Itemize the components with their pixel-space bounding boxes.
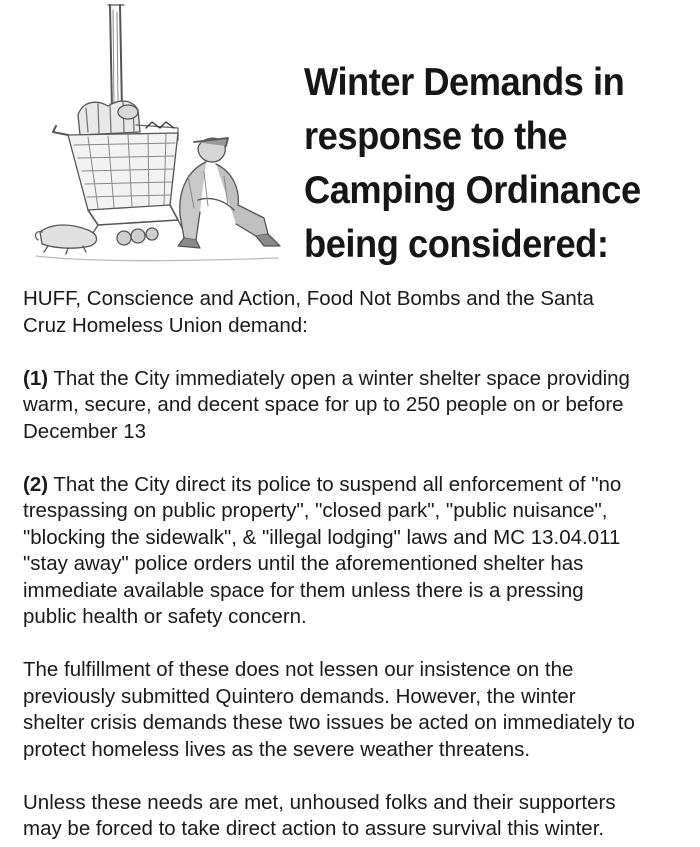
title-line-2: response to the	[304, 115, 568, 158]
demand-2-line-4: "stay away" police orders until the aforementioned shelter has	[23, 552, 584, 575]
closing-paragraph	[23, 790, 688, 843]
closing-line-2: may be forced to take direct action to assure survival this winter.	[23, 817, 605, 840]
demand-2-line-5: immediate available space for them unless there is a pressing	[23, 578, 584, 602]
intro-line-1: HUFF, Conscience and Action, Food Not Bombs and the Santa	[23, 287, 594, 310]
fulfillment-line-3: shelter crisis demands these two issues be acted on immediately to	[23, 711, 635, 734]
title-line-1: Winter Demands in	[304, 61, 625, 104]
demand-1-line-2: warm, secure, and decent space for up to 250 people on or before	[23, 393, 624, 416]
intro-paragraph	[23, 286, 688, 339]
demand-2-number: (2)	[23, 472, 49, 496]
homeless-person-with-cart-illustration	[28, 0, 296, 275]
demand-1-number: (1)	[23, 366, 49, 390]
demand-1-paragraph	[23, 366, 688, 446]
fulfillment-line-2: previously submitted Quintero demands. However, the winter	[23, 684, 576, 708]
title-line-3: Camping Ordinance	[304, 169, 641, 212]
demand-2-text-start: That the City direct its police to suspend all enforcement of "no	[48, 472, 622, 496]
demand-2-line-2: trespassing on public property", "closed park", "public nuisance",	[23, 499, 608, 522]
demand-2-line-3: "blocking the sidewalk", & "illegal lodging" laws and MC 13.04.011	[23, 525, 621, 549]
flyer-title	[304, 56, 667, 272]
demand-1-line-1	[23, 366, 688, 393]
demand-1-text-start: That the City immediately open a winter shelter space providing	[48, 366, 630, 390]
flyer-body	[23, 286, 688, 843]
fulfillment-paragraph	[23, 657, 688, 763]
intro-line-2: Cruz Homeless Union demand:	[23, 313, 308, 337]
title-line-4: being considered:	[304, 223, 609, 266]
demand-2-paragraph	[23, 472, 688, 631]
closing-line-1: Unless these needs are met, unhoused folks and their supporters	[23, 790, 616, 814]
fulfillment-line-1: The fulfillment of these does not lessen our insistence on the	[23, 658, 574, 681]
demand-2-line-1	[23, 472, 688, 499]
demand-2-line-6: public health or safety concern.	[23, 605, 307, 628]
fulfillment-line-4: protect homeless lives as the severe weather threatens.	[23, 737, 531, 761]
demand-1-line-3: December 13	[23, 419, 147, 443]
